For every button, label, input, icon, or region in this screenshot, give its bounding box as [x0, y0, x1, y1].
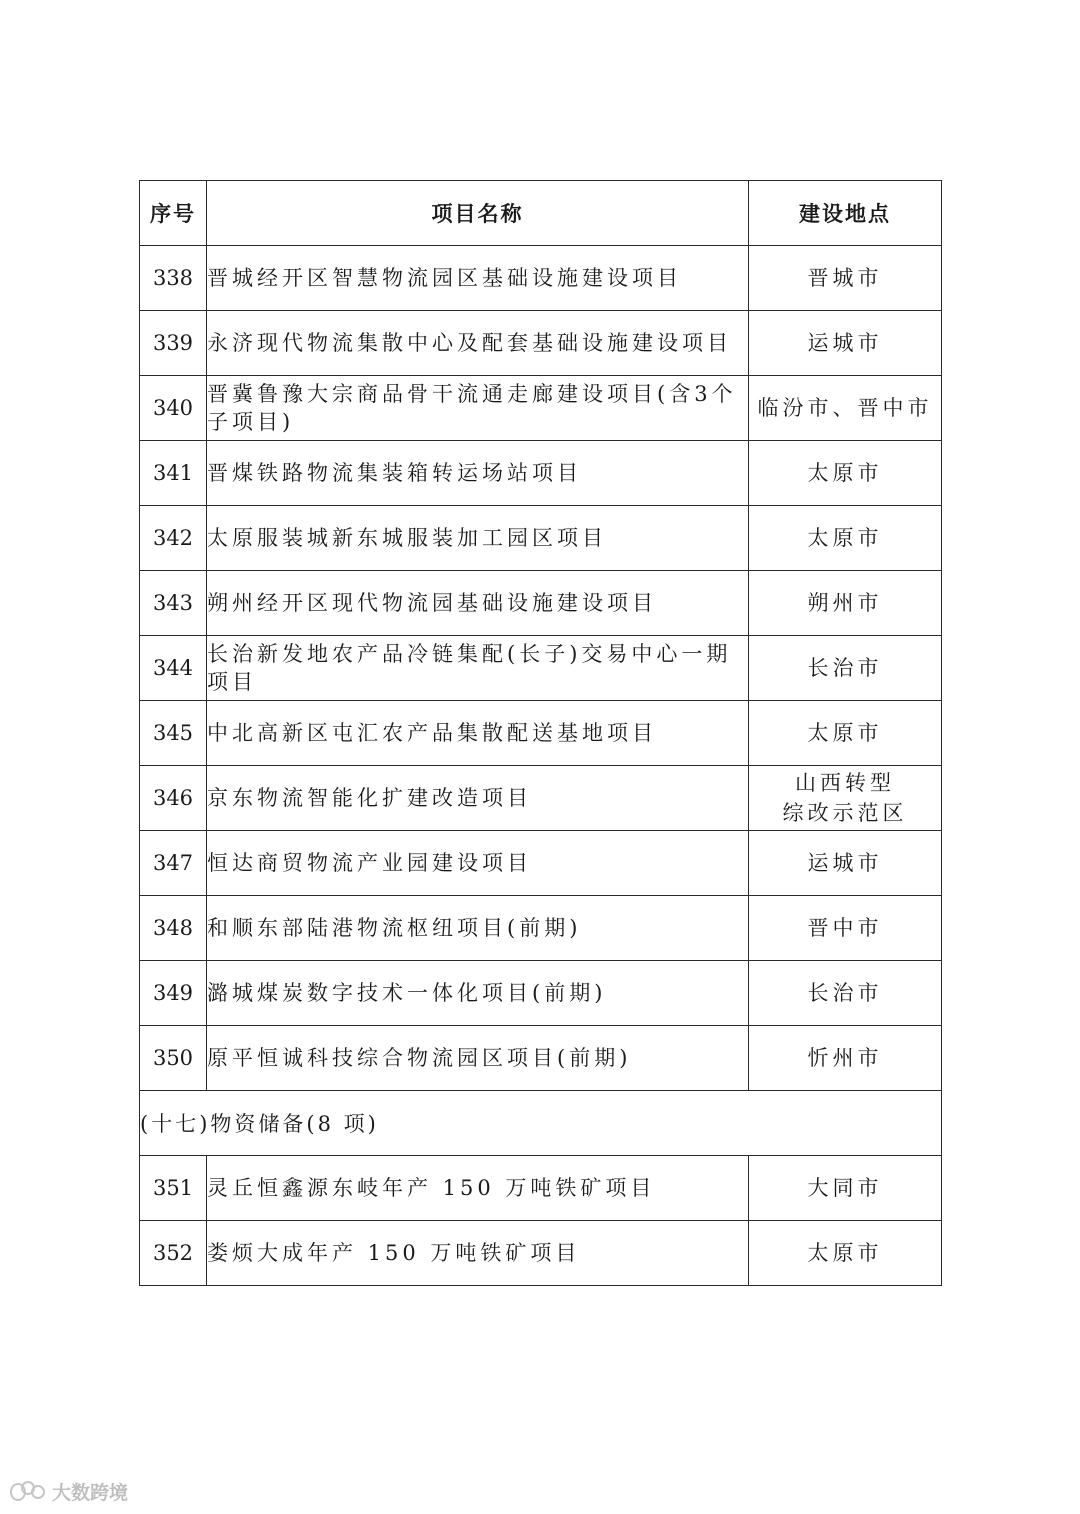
location-line: 大同市	[807, 1176, 883, 1200]
table-row	[140, 376, 942, 441]
project-name: 晋煤铁路物流集装箱转运场站项目	[207, 441, 749, 506]
project-name: 永济现代物流集散中心及配套基础设施建设项目	[207, 311, 749, 376]
table-row	[140, 441, 942, 506]
table-row	[140, 961, 942, 1026]
table-row	[140, 1156, 942, 1221]
project-location	[749, 1221, 942, 1286]
table-row	[140, 506, 942, 571]
project-location	[749, 1156, 942, 1221]
row-number: 352	[140, 1221, 207, 1286]
row-number: 345	[140, 701, 207, 766]
header-name: 项目名称	[207, 181, 749, 246]
location-line: 临汾市、晋中市	[757, 396, 933, 420]
watermark-text: 大数跨境	[52, 1482, 129, 1504]
section-title: (十七)物资储备(8 项)	[140, 1091, 942, 1156]
project-name: 朔州经开区现代物流园基础设施建设项目	[207, 571, 749, 636]
table-body	[140, 246, 942, 1286]
project-name: 太原服装城新东城服装加工园区项目	[207, 506, 749, 571]
project-name: 京东物流智能化扩建改造项目	[207, 766, 749, 831]
location-line: 朔州市	[807, 591, 883, 615]
table-row	[140, 571, 942, 636]
row-number: 339	[140, 311, 207, 376]
row-number: 341	[140, 441, 207, 506]
row-number: 346	[140, 766, 207, 831]
location-line: 忻州市	[807, 1046, 883, 1070]
location-line: 太原市	[807, 461, 883, 485]
location-line: 晋中市	[807, 916, 883, 940]
row-number: 351	[140, 1156, 207, 1221]
header-location: 建设地点	[749, 181, 942, 246]
location-line: 长治市	[807, 656, 883, 680]
project-name: 和顺东部陆港物流枢纽项目(前期)	[207, 896, 749, 961]
project-location	[749, 441, 942, 506]
location-line: 长治市	[807, 981, 883, 1005]
project-name: 中北高新区屯汇农产品集散配送基地项目	[207, 701, 749, 766]
row-number: 347	[140, 831, 207, 896]
project-location	[749, 896, 942, 961]
location-line: 太原市	[807, 721, 883, 745]
project-name: 娄烦大成年产 150 万吨铁矿项目	[207, 1221, 749, 1286]
project-name: 长治新发地农产品冷链集配(长子)交易中心一期项目	[207, 636, 749, 701]
row-number: 342	[140, 506, 207, 571]
project-location	[749, 701, 942, 766]
row-number: 349	[140, 961, 207, 1026]
row-number: 340	[140, 376, 207, 441]
project-location	[749, 636, 942, 701]
project-name: 潞城煤炭数字技术一体化项目(前期)	[207, 961, 749, 1026]
row-number: 350	[140, 1026, 207, 1091]
table-row	[140, 636, 942, 701]
project-name: 晋城经开区智慧物流园区基础设施建设项目	[207, 246, 749, 311]
table-row	[140, 311, 942, 376]
table-row	[140, 896, 942, 961]
row-number: 344	[140, 636, 207, 701]
table-row	[140, 831, 942, 896]
project-location	[749, 311, 942, 376]
table-row	[140, 1026, 942, 1091]
location-line: 晋城市	[807, 266, 883, 290]
row-number: 348	[140, 896, 207, 961]
project-name: 原平恒诚科技综合物流园区项目(前期)	[207, 1026, 749, 1091]
table-row	[140, 766, 942, 831]
location-line: 山西转型	[795, 771, 895, 795]
project-location	[749, 961, 942, 1026]
project-name: 恒达商贸物流产业园建设项目	[207, 831, 749, 896]
table-header-row	[140, 181, 942, 246]
watermark	[10, 1478, 128, 1505]
location-line: 运城市	[807, 851, 883, 875]
project-location	[749, 571, 942, 636]
row-number: 338	[140, 246, 207, 311]
watermark-logo-icon	[10, 1481, 48, 1503]
header-no: 序号	[140, 181, 207, 246]
project-location	[749, 831, 942, 896]
project-name: 晋冀鲁豫大宗商品骨干流通走廊建设项目(含3个子项目)	[207, 376, 749, 441]
project-location	[749, 376, 942, 441]
project-location	[749, 1026, 942, 1091]
table-row	[140, 701, 942, 766]
section-row	[140, 1091, 942, 1156]
project-location	[749, 506, 942, 571]
location-line: 运城市	[807, 331, 883, 355]
project-table	[139, 180, 942, 1286]
location-line: 太原市	[807, 1241, 883, 1265]
table-row	[140, 1221, 942, 1286]
project-name: 灵丘恒鑫源东岐年产 150 万吨铁矿项目	[207, 1156, 749, 1221]
project-location	[749, 766, 942, 831]
location-line: 综改示范区	[782, 801, 908, 825]
project-location	[749, 246, 942, 311]
table-row	[140, 246, 942, 311]
row-number: 343	[140, 571, 207, 636]
location-line: 太原市	[807, 526, 883, 550]
